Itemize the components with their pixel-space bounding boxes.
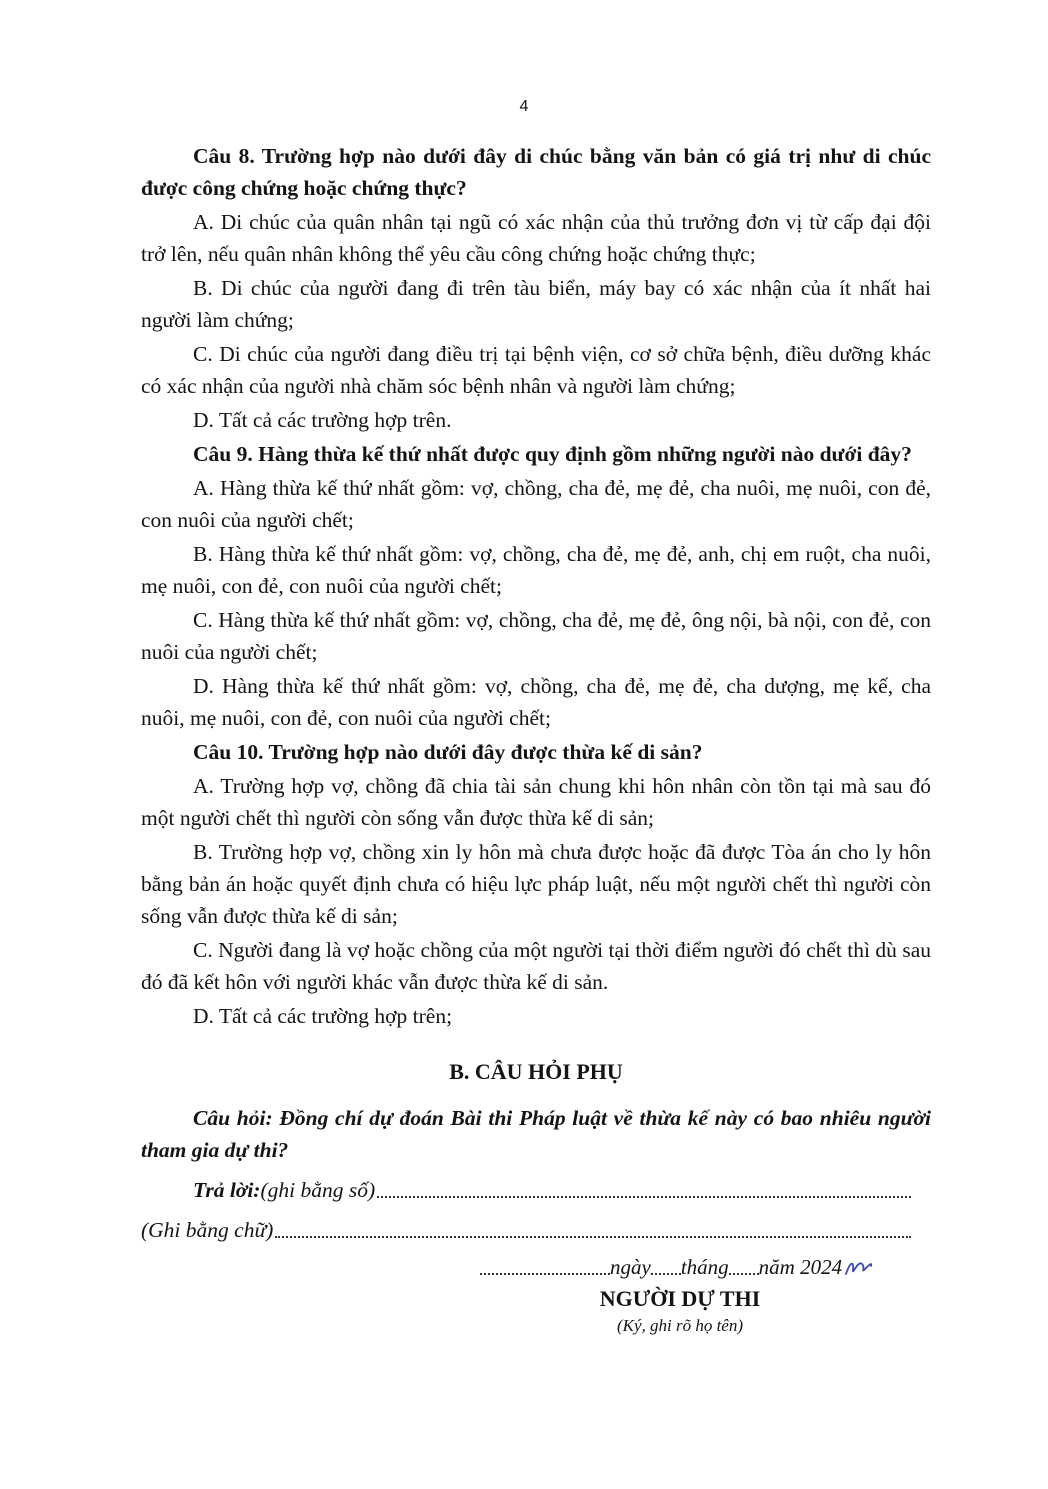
month-label: tháng xyxy=(680,1255,729,1279)
question-title: Câu 9. Hàng thừa kế thứ nhất được quy định gồm những người nào dưới đây? xyxy=(193,442,912,466)
option-c: C. Người đang là vợ hoặc chồng của một người tại thời điểm người đó chết thì dù sau đó đã kết hôn với người khác vẫn được thừa kế di sản. xyxy=(141,938,931,994)
question-title: Câu 10. Trường hợp nào dưới đây được thừa kế di sản? xyxy=(193,740,703,764)
exam-content xyxy=(141,140,931,1254)
answer-number-line[interactable] xyxy=(141,1174,911,1206)
signature-block xyxy=(480,1252,960,1338)
question-8 xyxy=(141,140,931,436)
answer-words-field[interactable] xyxy=(275,1236,911,1238)
year-label: năm 2024 xyxy=(758,1255,843,1279)
question-9 xyxy=(141,438,931,734)
option-a: A. Trường hợp vợ, chồng đã chia tài sản chung khi hôn nhân còn tồn tại mà sau đó một người chết thì người còn sống vẫn được thừa kế di sản; xyxy=(141,774,931,830)
option-d: D. Hàng thừa kế thứ nhất gồm: vợ, chồng, cha đẻ, mẹ đẻ, cha dượng, mẹ kế, cha nuôi, mẹ nuôi, con đẻ, con nuôi của người chết; xyxy=(141,674,931,730)
option-b: B. Trường hợp vợ, chồng xin ly hôn mà chưa được hoặc đã được Tòa án cho ly hôn bằng bản án hoặc quyết định chưa có hiệu lực pháp luật, nếu một người chết thì người còn sống vẫn được thừa kế di sản; xyxy=(141,840,931,928)
place-field[interactable] xyxy=(480,1273,610,1275)
option-b: B. Di chúc của người đang đi trên tàu biển, máy bay có xác nhận của ít nhất hai người làm chứng; xyxy=(141,276,931,332)
question-10 xyxy=(141,736,931,1032)
option-d: D. Tất cả các trường hợp trên; xyxy=(193,1004,453,1028)
signer-title: NGƯỜI DỰ THI xyxy=(599,1286,761,1311)
option-d: D. Tất cả các trường hợp trên. xyxy=(193,408,452,432)
day-label: ngày xyxy=(610,1255,651,1279)
question-title: Câu 8. Trường hợp nào dưới đây di chúc bằng văn bản có giá trị như di chúc được công chứng hoặc chứng thực? xyxy=(141,144,931,200)
answer-label: Trả lời: xyxy=(193,1178,261,1202)
option-c: C. Di chúc của người đang điều trị tại bệnh viện, cơ sở chữa bệnh, điều dưỡng khác có xác nhận của người nhà chăm sóc bệnh nhân và người làm chứng; xyxy=(141,342,931,398)
date-line xyxy=(480,1252,960,1282)
answer-words-line[interactable] xyxy=(141,1214,911,1246)
answer-label-hint: (ghi bằng số) xyxy=(260,1178,376,1202)
option-a: A. Di chúc của quân nhân tại ngũ có xác nhận của thủ trưởng đơn vị từ cấp đại đội trở lên, nếu quân nhân không thể yêu cầu công chứng hoặc chứng thực; xyxy=(141,210,931,266)
option-b: B. Hàng thừa kế thứ nhất gồm: vợ, chồng, cha đẻ, mẹ đẻ, anh, chị em ruột, cha nuôi, mẹ nuôi, con đẻ, con nuôi của người chết; xyxy=(141,542,931,598)
answer-number-field[interactable] xyxy=(377,1196,911,1198)
section-title: B. CÂU HỎI PHỤ xyxy=(449,1059,623,1084)
words-label: (Ghi bằng chữ) xyxy=(141,1218,274,1242)
signer-note: (Ký, ghi rõ họ tên) xyxy=(616,1316,744,1335)
option-a: A. Hàng thừa kế thứ nhất gồm: vợ, chồng, cha đẻ, mẹ đẻ, cha nuôi, mẹ nuôi, con đẻ, con nuôi của người chết; xyxy=(141,476,931,532)
page-number: 4 xyxy=(519,98,529,115)
day-field[interactable] xyxy=(651,1273,681,1275)
bonus-question: Câu hỏi: Đồng chí dự đoán Bài thi Pháp luật về thừa kế này có bao nhiêu người tham gia dự thi? xyxy=(141,1106,931,1162)
option-c: C. Hàng thừa kế thứ nhất gồm: vợ, chồng, cha đẻ, mẹ đẻ, ông nội, bà nội, con đẻ, con nuôi của người chết; xyxy=(141,608,931,664)
month-field[interactable] xyxy=(729,1273,759,1275)
pen-scribble-icon xyxy=(844,1256,874,1278)
